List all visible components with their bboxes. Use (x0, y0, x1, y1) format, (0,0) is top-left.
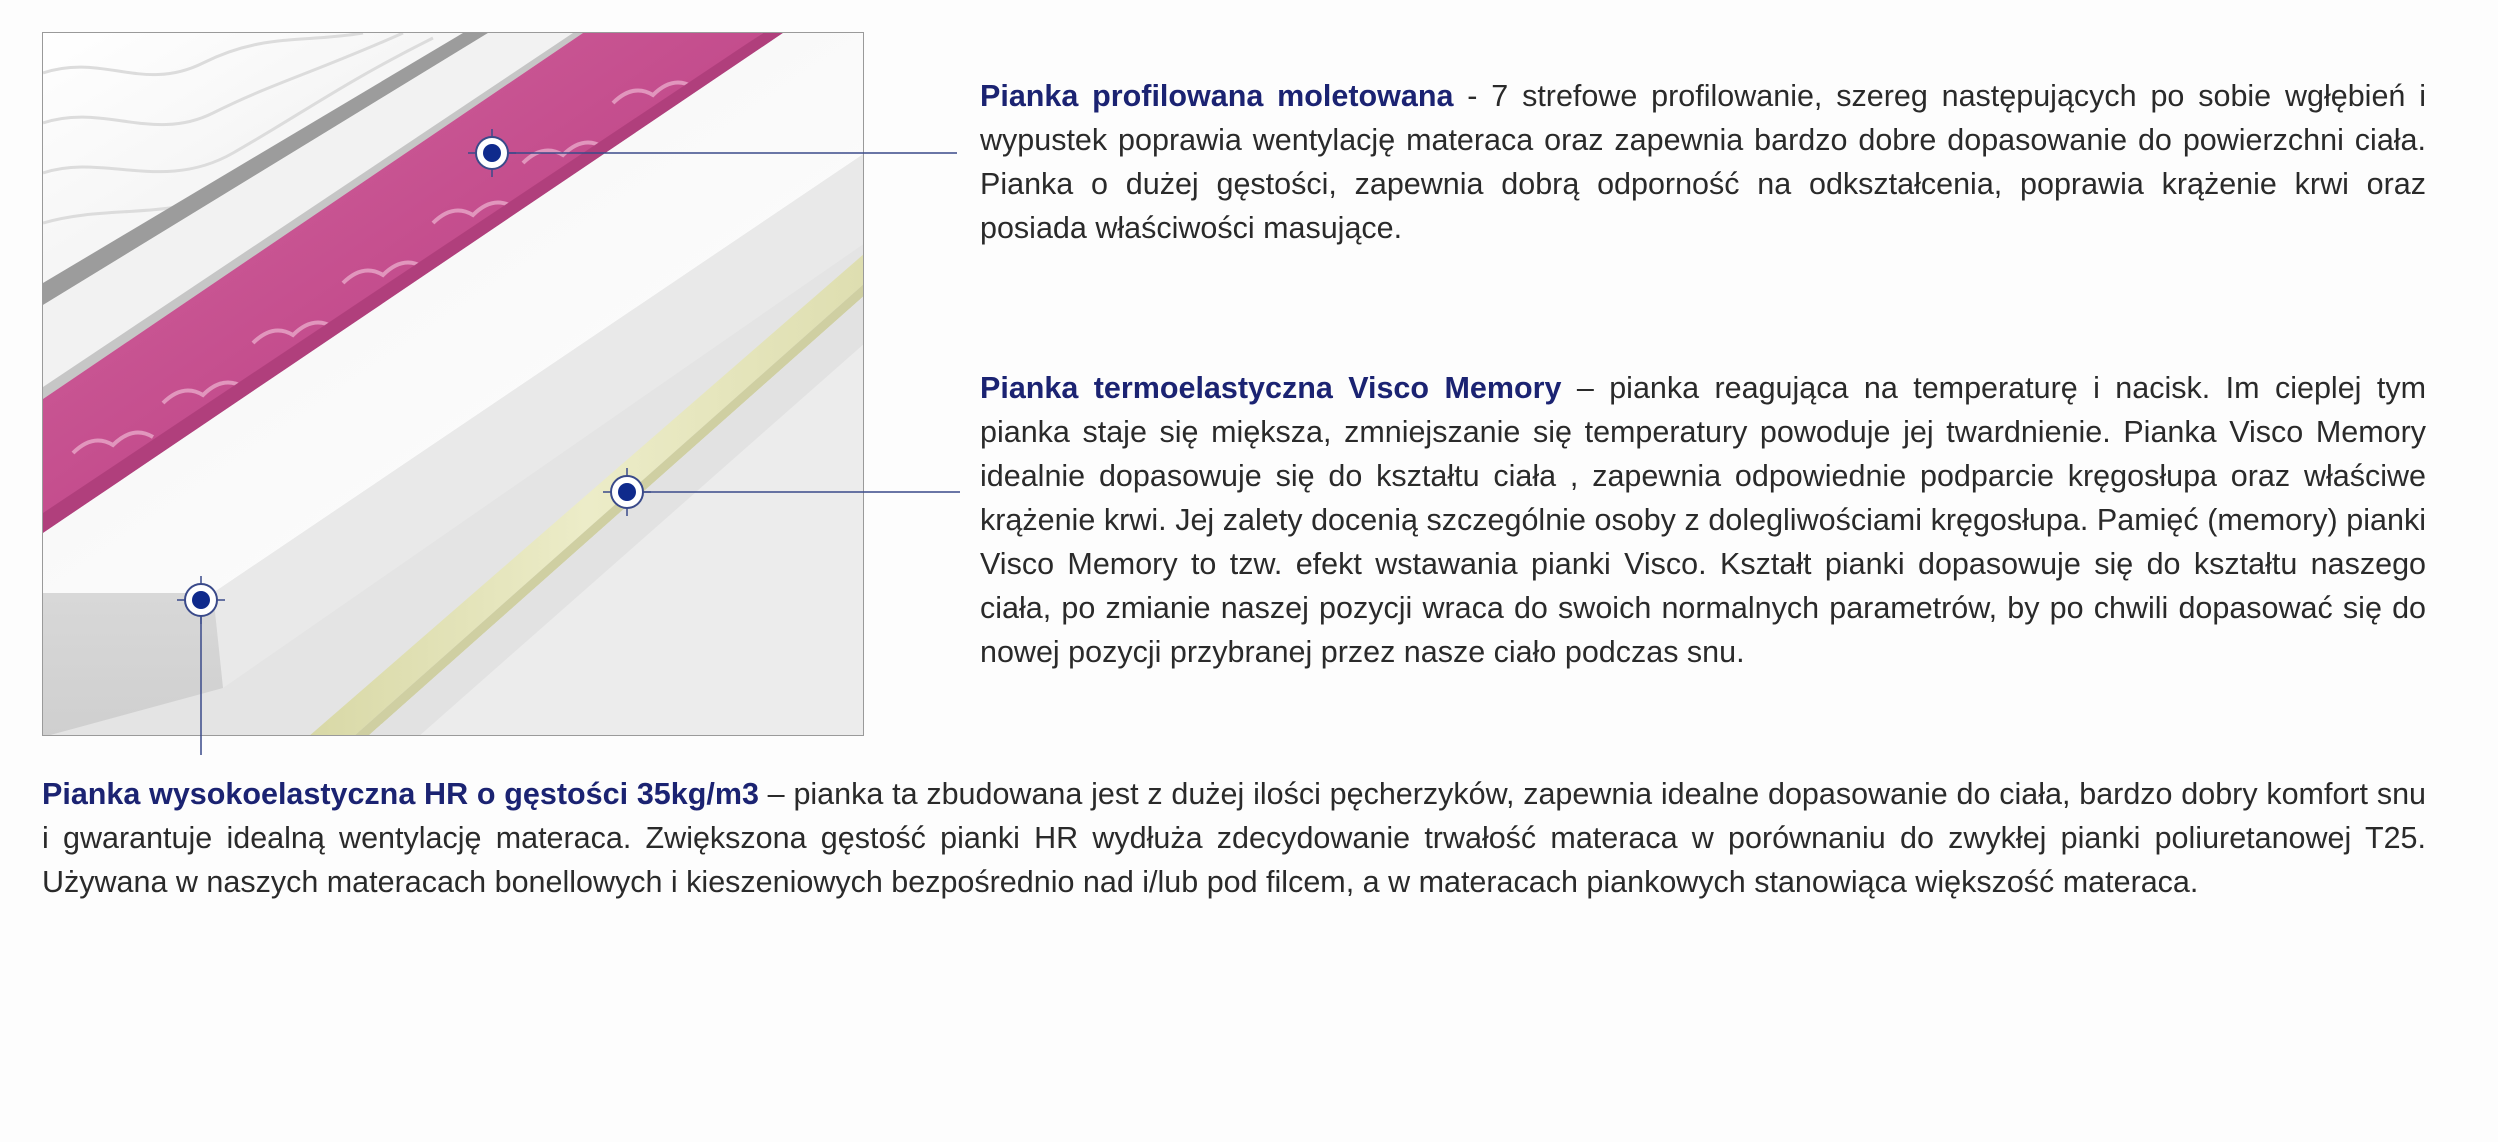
layer-text: 7 strefowe profilowanie, szereg następujących po sobie wgłębień i wypustek poprawia wentylację materaca oraz zapewnia bardzo dobre dopasowanie do powierzchni ciała. Pianka o dużej gęstości, zapewnia dobrą odporność na odkształcenia, poprawia krążenie krwi oraz posiada właściwości masujące. (980, 79, 2426, 245)
layer-title: Pianka profilowana moletowana (980, 79, 1454, 113)
layer-title: Pianka wysokoelastyczna HR o gęstości 35kg/m3 (42, 777, 759, 811)
title-separator: – (1561, 371, 1610, 405)
layer-description-hr-foam (42, 772, 2426, 904)
layer-title: Pianka termoelastyczna Visco Memory (980, 371, 1562, 405)
title-separator: - (1453, 79, 1492, 113)
layer-text: pianka reagująca na temperaturę i nacisk. Im cieplej tym pianka staje się miększa, zmniejszanie się temperatury powoduje jej twardnienie. Pianka Visco Memory idealnie dopasowuje się do kształtu ciała , zapewnia odpowiednie podparcie kręgosłupa oraz właściwe krążenie krwi. Jej zalety docenią szczególnie osoby z dolegliwościami kręgosłupa. Pamięć (memory) pianki Visco Memory to tzw. efekt wstawania pianki Visco. Kształt pianki dopasowuje się do kształtu naszego ciała, po zmianie naszej pozycji wraca do swoich normalnych parametrów, by po chwili dopasować się do nowej pozycji przybranej przez nasze ciało podczas snu. (980, 371, 2426, 669)
title-separator: – (758, 777, 794, 811)
layer-text: pianka ta zbudowana jest z dużej ilości pęcherzyków, zapewnia idealne dopasowanie do ciała, bardzo dobry komfort snu i gwarantuje idealną wentylację materaca. Zwiększona gęstość pianki HR wydłuża zdecydowanie trwałość materaca w porównaniu do zwykłej pianki poliuretanowej T25. Używana w naszych materacach bonellowych i kieszeniowych bezpośrednio nad i/lub pod filcem, a w materacach piankowych stanowiąca większość materaca. (42, 777, 2426, 899)
layer-description-profiled-foam (980, 74, 2426, 250)
layer-description-visco-memory (980, 366, 2426, 674)
mattress-illustration (42, 32, 864, 736)
